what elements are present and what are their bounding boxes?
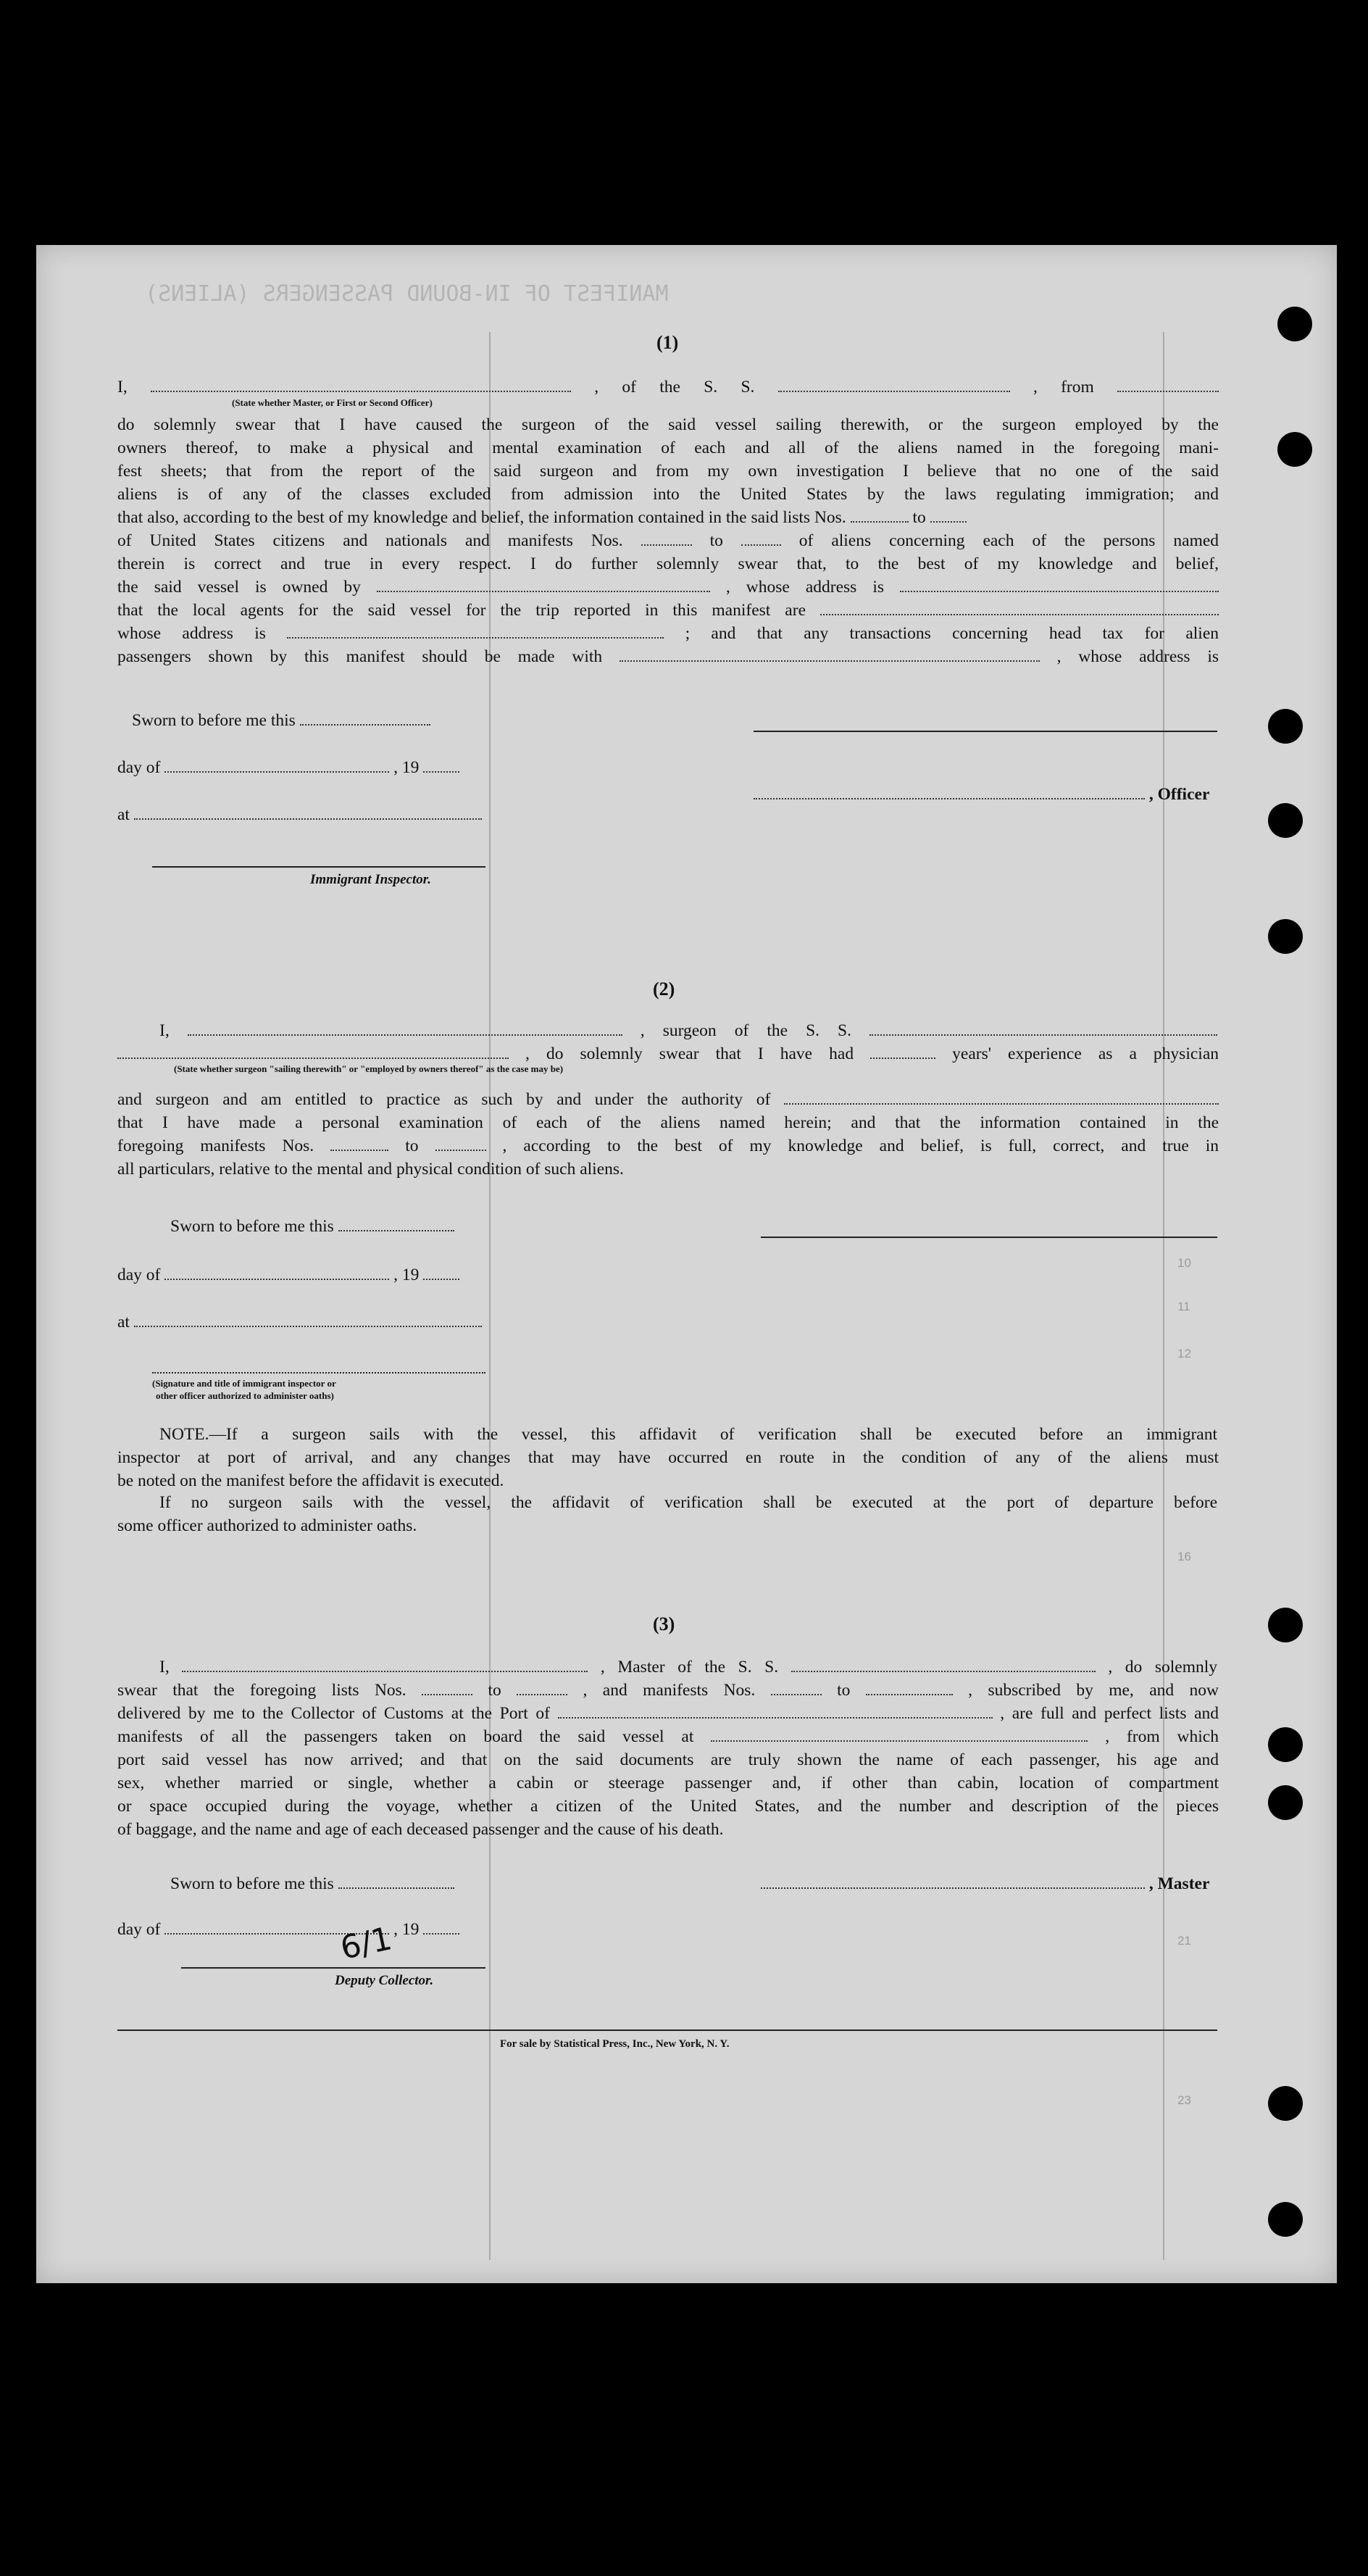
immigrant-inspector-label: Immigrant Inspector. (310, 872, 431, 887)
section-2-number: (2) (653, 979, 675, 1000)
section-2-at: at (117, 1310, 482, 1334)
footer-rule (117, 2029, 1217, 2031)
vessel-name-blank (778, 378, 1010, 392)
section-2-text-line: that I have made a personal examination of each of the aliens named herein; and that the information contained in the (117, 1113, 1219, 1132)
officer-note: (State whether Master, or First or Second Officer) (232, 397, 433, 408)
punch-hole (1277, 307, 1312, 341)
punch-hole (1268, 2086, 1303, 2121)
punch-hole (1268, 1727, 1303, 1762)
section-1-address-line: whose address is ; and that any transactions concerning head tax for alien (117, 624, 1219, 643)
bleed-row-number: 12 (1177, 1347, 1191, 1360)
section-2-authority-line: and surgeon and am entitled to practice as such by and under the authority of (117, 1088, 1219, 1111)
section-2-sworn: Sworn to before me this (170, 1215, 454, 1238)
section-1-manifests-line: of United States citizens and nationals and manifests Nos. to of aliens concerning each of the persons named (117, 531, 1219, 550)
section-3-port-line: delivered by me to the Collector of Customs at the Port of , are full and perfect lists and (117, 1704, 1219, 1723)
section-1-sworn: Sworn to before me this (132, 709, 430, 732)
punch-hole (1268, 919, 1303, 954)
section-2-text-line: all particulars, relative to the mental and physical condition of such aliens. (117, 1160, 624, 1179)
surgeon-note: (State whether surgeon "sailing therewith" or "employed by owners thereof" as the case may be) (174, 1063, 564, 1074)
punch-hole (1268, 1608, 1303, 1642)
section-1-day: day of , 19 (117, 756, 459, 779)
document-page (36, 245, 1337, 2283)
deputy-collector-label: Deputy Collector. (335, 1973, 434, 1988)
section-1-owner-line: the said vessel is owned by , whose address is (117, 576, 1219, 599)
section-1-number: (1) (656, 332, 679, 353)
officer-signature-line (152, 1372, 485, 1374)
section-1-text-line: therein is correct and true in every respect. I do further solemnly swear that, to the best of my knowledge and belief, (117, 554, 1219, 573)
punch-hole (1268, 2202, 1303, 2237)
section-3-sworn: Sworn to before me this (170, 1872, 454, 1895)
section-3-text-line: port said vessel has now arrived; and that on the said documents are truly shown the name of each passenger, his age and (117, 1750, 1219, 1769)
section-3-day: day of , 19 (117, 1918, 459, 1941)
section-1-text-line: owners thereof, to make a physical and mental examination of each and all of the aliens named in the foregoing mani- (117, 439, 1219, 457)
section-1-agents-line: that the local agents for the said vessel for the trip reported in this manifest are (117, 599, 1219, 622)
section-1-lists-line: that also, according to the best of my knowledge and belief, the information contained in the said lists Nos. to (117, 506, 967, 529)
note-line: be noted on the manifest before the affidavit is executed. (117, 1471, 504, 1490)
bleed-row-number: 21 (1177, 1934, 1191, 1948)
section-3-text-line: or space occupied during the voyage, whether a citizen of the United States, and the number and description of the pieces (117, 1797, 1219, 1816)
punch-hole (1268, 803, 1303, 838)
section-3-passengers-line: manifests of all the passengers taken on board the said vessel at , from which (117, 1727, 1219, 1746)
surgeon-signature-line (761, 1237, 1217, 1238)
section-1-officer: , Officer (754, 783, 1209, 806)
section-1-text-line: fest sheets; that from the report of the said surgeon and from my own investigation I believe that no one of the said (117, 462, 1219, 481)
handwritten-mark: 6/1 (337, 1920, 396, 1967)
section-3-text-line: sex, whether married or single, whether a cabin or steerage passenger and, if other than cabin, location of compartment (117, 1774, 1219, 1792)
bleed-through-text: MANIFEST OF IN-BOUND PASSENGERS (ALIENS) (145, 281, 669, 307)
punch-hole (1277, 432, 1312, 467)
section-2-line-2: , do solemnly swear that I have had years' experience as a physician (117, 1042, 1219, 1065)
section-3-lists-line: swear that the foregoing lists Nos. to , and manifests Nos. to , subscribed by me, and now (117, 1681, 1219, 1700)
section-1-text-line: aliens is of any of the classes excluded from admission into the United States by the laws regulating immigration; and (117, 485, 1219, 504)
signature-note-1: (Signature and title of immigrant inspector or (152, 1378, 336, 1389)
section-2-line-1: I, , surgeon of the S. S. (159, 1019, 1217, 1042)
deputy-signature-line (181, 1967, 485, 1969)
section-2-day: day of , 19 (117, 1263, 459, 1287)
port-from-blank (1117, 378, 1219, 392)
note-line: some officer authorized to administer oaths. (117, 1516, 417, 1535)
section-1-at: at (117, 803, 482, 826)
bleed-row-number: 10 (1177, 1256, 1191, 1270)
bleed-row-number: 11 (1177, 1300, 1190, 1313)
bleed-row-number: 23 (1177, 2093, 1191, 2107)
section-2-manifests-line: foregoing manifests Nos. to , according to the best of my knowledge and belief, is full, correct, and true in (117, 1137, 1219, 1155)
note-line: inspector at port of arrival, and any changes that may have occurred en route in the condition of any of the aliens must (117, 1448, 1219, 1467)
punch-hole (1268, 709, 1303, 744)
bleed-row-number: 16 (1177, 1550, 1191, 1563)
section-3-line-1: I, , Master of the S. S. , do solemnly (159, 1658, 1218, 1677)
inspector-signature-line (152, 866, 485, 868)
section-3-master: , Master (761, 1872, 1209, 1895)
printer-imprint: For sale by Statistical Press, Inc., New York, N. Y. (500, 2038, 730, 2050)
note-line: NOTE.—If a surgeon sails with the vessel, this affidavit of verification shall be executed before an immigrant (159, 1425, 1217, 1444)
officer-name-blank (151, 378, 571, 392)
section-1-line-1: I, , of the S. S. , from (117, 375, 1219, 399)
section-1-text-line: do solemnly swear that I have caused the surgeon of the said vessel sailing therewith, or the surgeon employed by the (117, 415, 1219, 434)
section-3-text-line: of baggage, and the name and age of each deceased passenger and the cause of his death. (117, 1820, 724, 1839)
punch-hole (1268, 1785, 1303, 1820)
section-1-headtax-line: passengers shown by this manifest should be made with , whose address is (117, 647, 1219, 666)
note-line: If no surgeon sails with the vessel, the affidavit of verification shall be executed at the port of departure before (159, 1493, 1217, 1512)
signature-note-2: other officer authorized to administer oaths) (156, 1390, 334, 1401)
signature-line (754, 731, 1217, 732)
section-3-number: (3) (653, 1613, 675, 1634)
